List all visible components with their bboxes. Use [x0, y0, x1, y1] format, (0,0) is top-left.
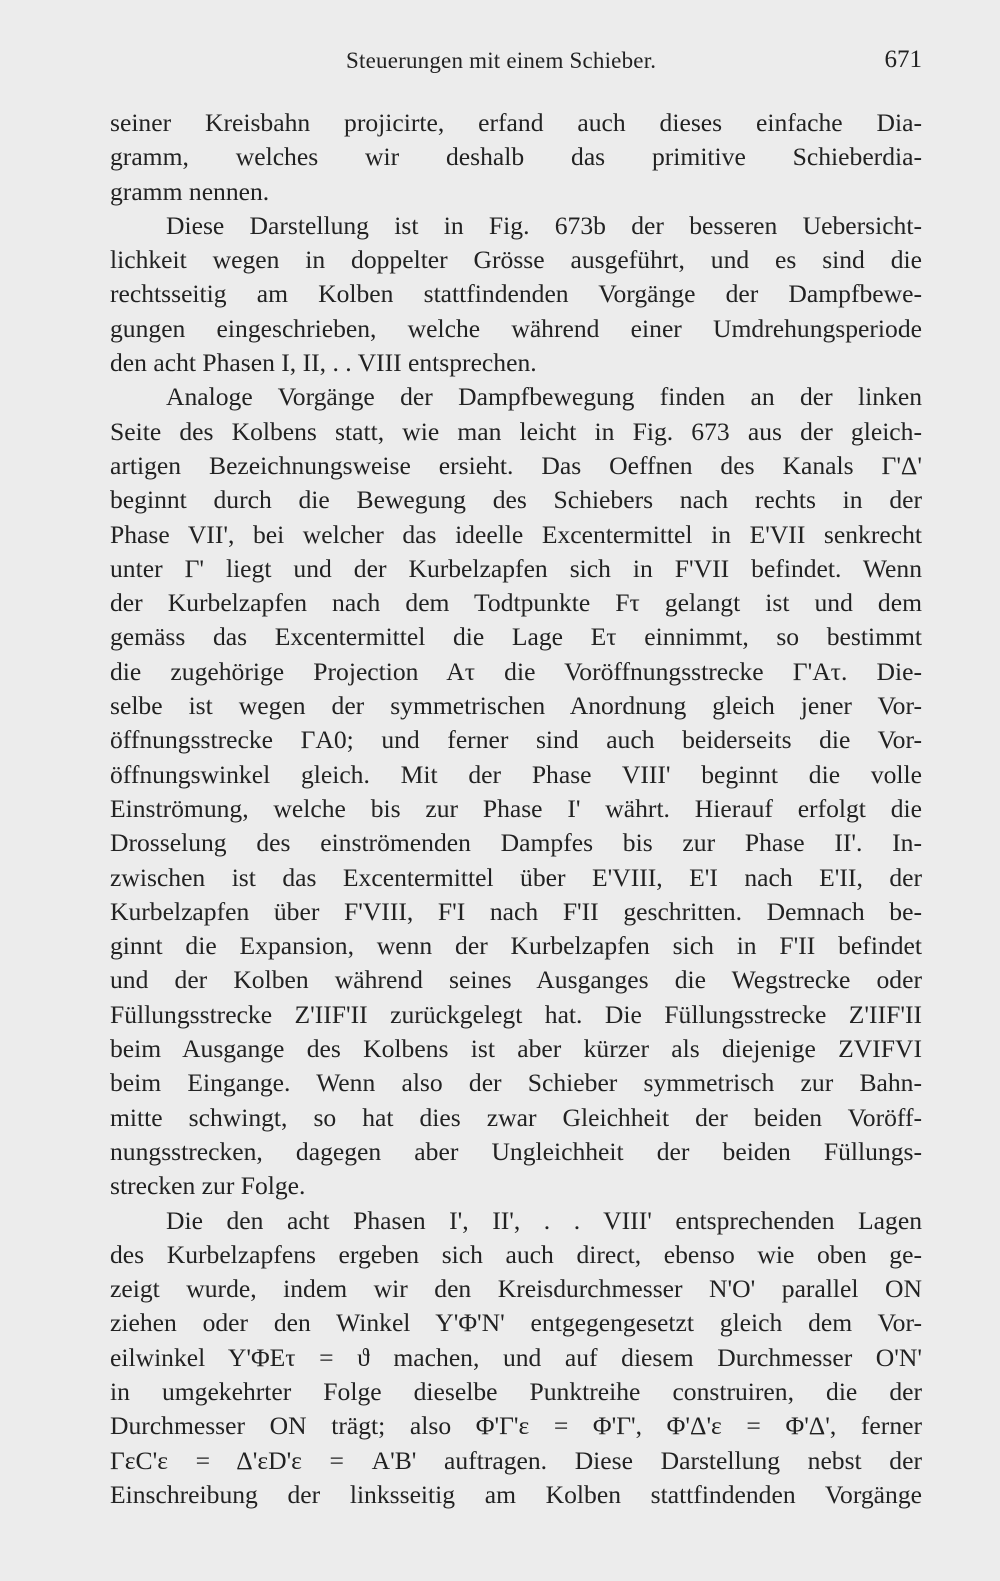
text-line: gramm nennen. [110, 176, 270, 206]
text-line: mitte schwingt, so hat dies zwar Gleichheit der beiden Voröff- [110, 1102, 922, 1132]
text-line: Einschreibung der linksseitig am Kolben stattfindenden Vorgänge [110, 1479, 922, 1509]
text-line: lichkeit wegen in doppelter Grösse ausgeführt, und es sind die [110, 245, 922, 275]
text-line: den acht Phasen I, II, . . VIII entsprechen. [110, 348, 537, 378]
text-line: Die den acht Phasen I', II', . . VIII' entsprechenden Lagen [166, 1205, 922, 1235]
text-line: gramm, welches wir deshalb das primitive Schieberdia- [110, 142, 922, 172]
text-line: Phase VII', bei welcher das ideelle Excentermittel in E'VII senkrecht [110, 519, 922, 549]
text-line: des Kurbelzapfens ergeben sich auch direct, ebenso wie oben ge- [110, 1239, 922, 1269]
text-line: ginnt die Expansion, wenn der Kurbelzapfen sich in F'II befindet [110, 931, 922, 961]
text-line: ziehen oder den Winkel Y'Φ'N' entgegengesetzt gleich dem Vor- [110, 1308, 922, 1338]
text-line: Analoge Vorgänge der Dampfbewegung finden an der linken [166, 382, 922, 412]
text-line: Seite des Kolbens statt, wie man leicht in Fig. 673 aus der gleich- [110, 416, 922, 446]
text-line: ΓεC'ε = Δ'εD'ε = A'B' auftragen. Diese Darstellung nebst der [110, 1445, 922, 1475]
running-title: Steuerungen mit einem Schieber. [346, 48, 657, 73]
text-line: unter Γ' liegt und der Kurbelzapfen sich in F'VII befindet. Wenn [110, 553, 922, 583]
body-text [110, 106, 922, 1512]
text-line: gungen eingeschrieben, welche während einer Umdrehungsperiode [110, 313, 922, 343]
text-line: rechtsseitig am Kolben stattfindenden Vorgänge der Dampfbewe- [110, 279, 922, 309]
text-line: nungsstrecken, dagegen aber Ungleichheit der beiden Füllungs- [110, 1136, 922, 1166]
text-line: eilwinkel Y'ΦEτ = ϑ machen, und auf diesem Durchmesser O'N' [110, 1342, 922, 1372]
text-line: zeigt wurde, indem wir den Kreisdurchmesser N'O' parallel ON [110, 1274, 922, 1304]
text-line: Einströmung, welche bis zur Phase I' währt. Hierauf erfolgt die [110, 793, 922, 823]
text-line: Kurbelzapfen über F'VIII, F'I nach F'II geschritten. Demnach be- [110, 896, 922, 926]
text-line: Durchmesser ON trägt; also Φ'Γ'ε = Φ'Γ', Φ'Δ'ε = Φ'Δ', ferner [110, 1411, 922, 1441]
text-line: öffnungsstrecke ΓA0; und ferner sind auch beiderseits die Vor- [110, 725, 922, 755]
text-line: zwischen ist das Excentermittel über E'VIII, E'I nach E'II, der [110, 862, 922, 892]
text-line: die zugehörige Projection Aτ die Voröffnungsstrecke Γ'Aτ. Die- [110, 656, 922, 686]
text-line: in umgekehrter Folge dieselbe Punktreihe construiren, die der [110, 1376, 922, 1406]
text-line: der Kurbelzapfen nach dem Todtpunkte Fτ gelangt ist und dem [110, 588, 922, 618]
text-line: öffnungswinkel gleich. Mit der Phase VIII' beginnt die volle [110, 759, 922, 789]
text-line: Drosselung des einströmenden Dampfes bis zur Phase II'. In- [110, 828, 922, 858]
text-line: beim Eingange. Wenn also der Schieber symmetrisch zur Bahn- [110, 1068, 922, 1098]
text-line: und der Kolben während seines Ausganges die Wegstrecke oder [110, 965, 922, 995]
text-line: selbe ist wegen der symmetrischen Anordnung gleich jener Vor- [110, 691, 922, 721]
text-line: gemäss das Excentermittel die Lage Eτ einnimmt, so bestimmt [110, 622, 922, 652]
text-line: Diese Darstellung ist in Fig. 673b der besseren Uebersicht- [166, 210, 922, 240]
page-number: 671 [884, 46, 922, 73]
text-line: seiner Kreisbahn projicirte, erfand auch dieses einfache Dia- [110, 108, 922, 137]
text-line: beginnt durch die Bewegung des Schiebers nach rechts in der [110, 485, 922, 515]
text-line: artigen Bezeichnungsweise ersieht. Das Oeffnen des Kanals Γ'Δ' [110, 450, 922, 480]
text-line: Füllungsstrecke Z'IIF'II zurückgelegt hat. Die Füllungsstrecke Z'IIF'II [110, 999, 922, 1029]
page-header [110, 44, 922, 84]
text-line: beim Ausgange des Kolbens ist aber kürzer als diejenige ZVIFVI [110, 1034, 922, 1064]
text-line: strecken zur Folge. [110, 1171, 306, 1201]
